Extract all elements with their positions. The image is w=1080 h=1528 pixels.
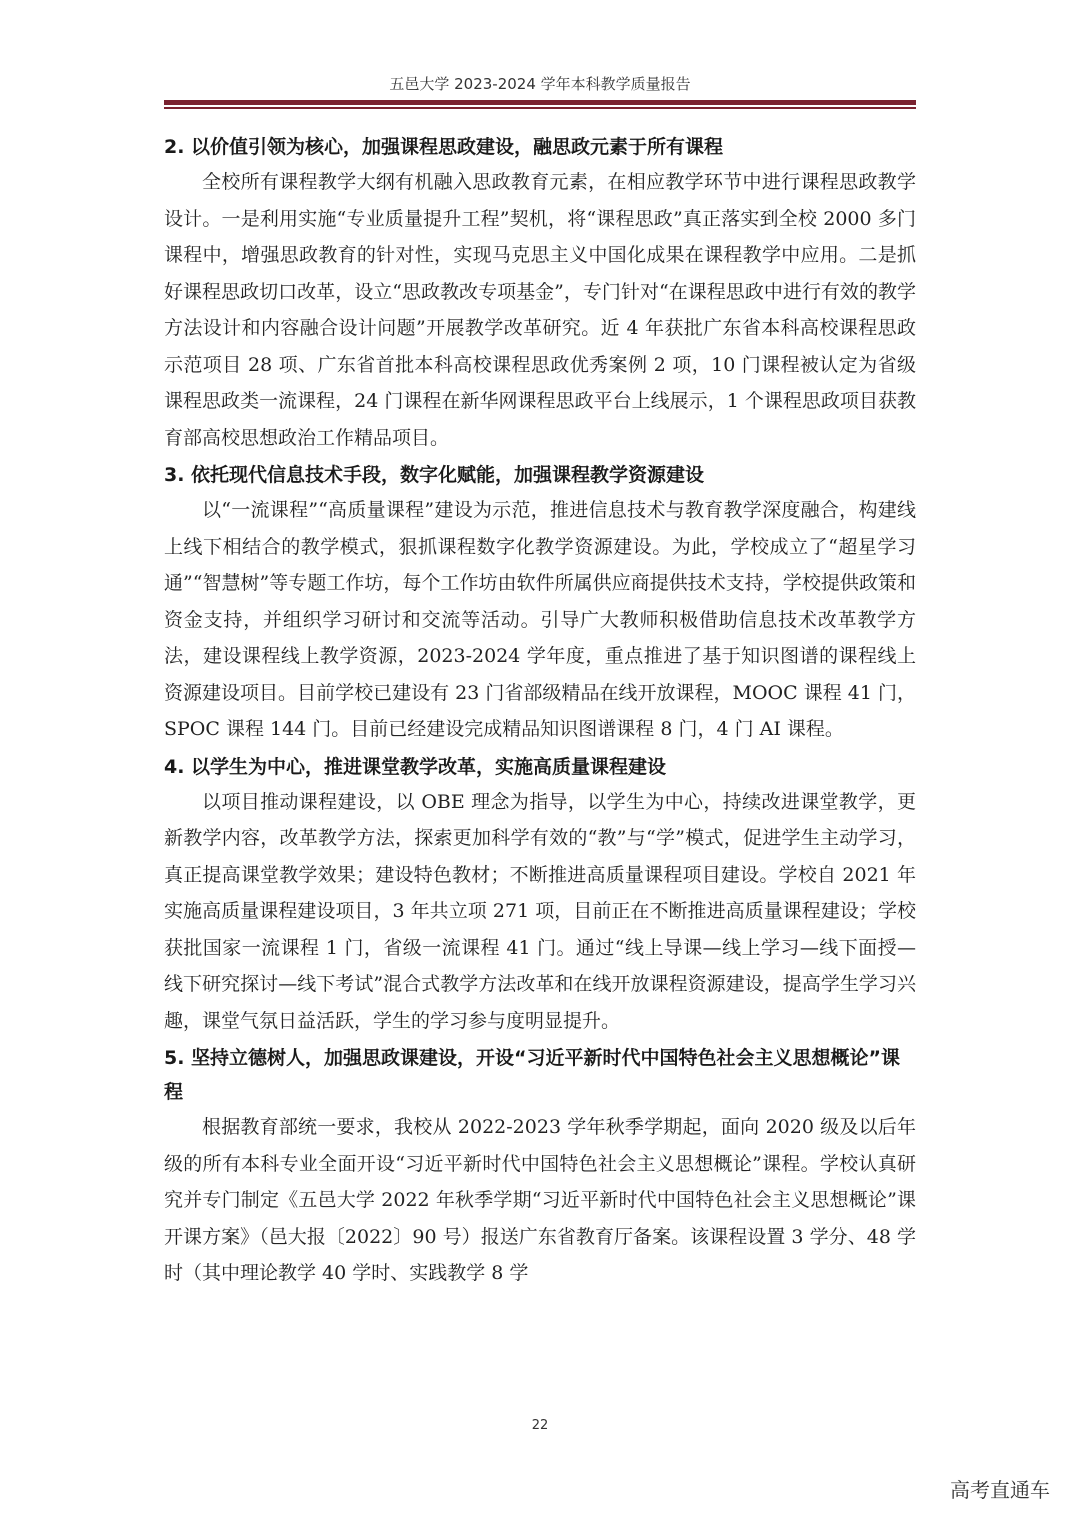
section-heading: 5. 坚持立德树人，加强思政课建设，开设“习近平新时代中国特色社会主义思想概论”课程 <box>164 1047 901 1103</box>
page-number: 22 <box>531 1418 549 1433</box>
section-4 <box>164 750 916 1040</box>
document-body <box>164 130 916 1294</box>
section-heading: 4. 以学生为中心，推进课堂教学改革，实施高质量课程建设 <box>164 755 667 778</box>
section-heading: 2. 以价值引领为核心，加强课程思政建设，融思政元素于所有课程 <box>164 136 724 158</box>
section-paragraph: 以“一流课程”“高质量课程”建设为示范，推进信息技术与教育教学深度融合，构建线上线下相结合的教学模式，狠抓课程数字化教学资源建设。为此，学校成立了“超星学习通”“智慧树”等专题工作坊，每个工作坊由软件所属供应商提供技术支持，学校提供政策和资金支持，并组织学习研讨和交流等活动。引导广大教师积极借助信息技术改革教学方法，建设课程线上教学资源，2023-2024 学年度，重点推进了基于知识图谱的课程线上资源建设项目。目前学校已建设有 23 门省部级精品在线开放课程，MOOC 课程 41 门，SPOC 课程 144 门。目前已经建设完成精品知识图谱课程 8 门，4 门 AI 课程。 <box>164 499 916 740</box>
report-header-title: 五邑大学 2023-2024 学年本科教学质量报告 <box>389 75 691 93</box>
section-paragraph: 以项目推动课程建设，以 OBE 理念为指导，以学生为中心，持续改进课堂教学，更新教学内容，改革教学方法，探索更加科学有效的“教”与“学”模式，促进学生主动学习，真正提高课堂教学效果；建设特色教材；不断推进高质量课程项目建设。学校自 2021 年实施高质量课程建设项目，3 年共立项 271 项，目前正在不断推进高质量课程建设；学校获批国家一流课程 1 门，省级一流课程 41 门。通过“线上导课—线上学习—线下面授—线下研究探讨—线下考试”混合式教学方法改革和在线开放课程资源建设，提高学生学习兴趣，课堂气氛日益活跃，学生的学习参与度明显提升。 <box>164 790 916 1032</box>
section-heading: 3. 依托现代信息技术手段，数字化赋能，加强课程教学资源建设 <box>164 464 705 486</box>
header-divider-thick <box>164 100 916 105</box>
section-3 <box>164 458 916 748</box>
section-2 <box>164 130 916 456</box>
section-paragraph: 全校所有课程教学大纲有机融入思政教育元素，在相应教学环节中进行课程思政教学设计。一是利用实施“专业质量提升工程”契机，将“课程思政”真正落实到全校 2000 多门课程中，增强思政教育的针对性，实现马克思主义中国化成果在课程教学中应用。二是抓好课程思政切口改革，设立“思政教改专项基金”，专门针对“在课程思政中进行有效的教学方法设计和内容融合设计问题”开展教学改革研究。近 4 年获批广东省本科高校课程思政示范项目 28 项、广东省首批本科高校课程思政优秀案例 2 项，10 门课程被认定为省级课程思政类一流课程，24 门课程在新华网课程思政平台上线展示，1 个课程思政项目获教育部高校思想政治工作精品项目。 <box>164 171 916 449</box>
header-divider-thin <box>164 107 916 109</box>
section-5 <box>164 1041 916 1292</box>
watermark-text: 高考直通车 <box>950 1478 1050 1502</box>
section-paragraph: 根据教育部统一要求，我校从 2022-2023 学年秋季学期起，面向 2020 级及以后年级的所有本科专业全面开设“习近平新时代中国特色社会主义思想概论”课程。学校认真研究并专门制定《五邑大学 2022 年秋季学期“习近平新时代中国特色社会主义思想概论”课开课方案》（邑大报〔2022〕90 号）报送广东省教育厅备案。该课程设置 3 学分、48 学时（其中理论教学 40 学时、实践教学 8 学 <box>164 1116 916 1284</box>
